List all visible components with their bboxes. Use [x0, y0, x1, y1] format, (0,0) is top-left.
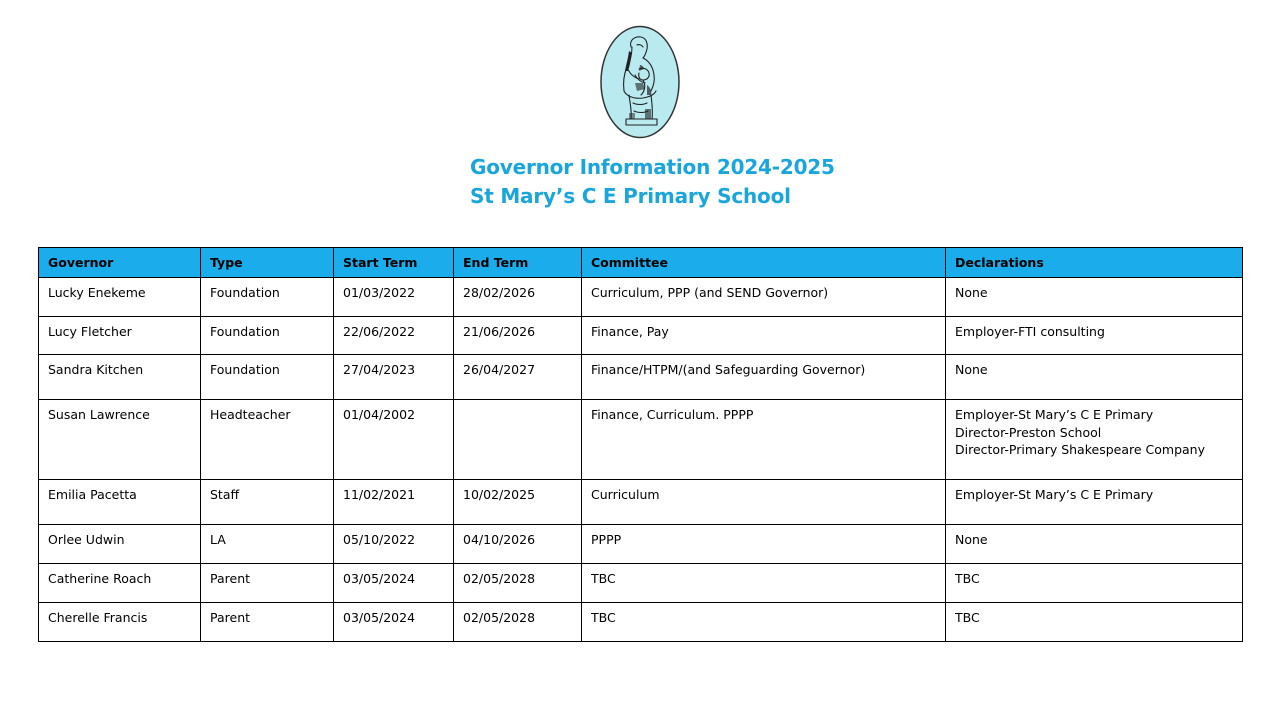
declarations — [946, 603, 1243, 642]
start-term: 22/06/2022 — [334, 317, 454, 355]
table-row — [39, 317, 1243, 355]
governor-name: Lucy Fletcher — [39, 317, 201, 355]
start-term: 01/04/2002 — [334, 400, 454, 480]
declarations — [946, 525, 1243, 564]
declaration-line: Employer-St Mary’s C E Primary — [955, 407, 1154, 422]
declarations — [946, 480, 1243, 525]
declaration-line: TBC — [955, 610, 980, 625]
governor-type: Parent — [201, 603, 334, 642]
declarations — [946, 317, 1243, 355]
end-term: 28/02/2026 — [454, 278, 582, 317]
declarations — [946, 278, 1243, 317]
committee: Curriculum, PPP (and SEND Governor) — [582, 278, 946, 317]
start-term: 03/05/2024 — [334, 603, 454, 642]
column-header-start-term: Start Term — [334, 248, 454, 278]
end-term: 04/10/2026 — [454, 525, 582, 564]
table-row — [39, 400, 1243, 480]
column-header-declarations: Declarations — [946, 248, 1243, 278]
declaration-line: Director-Preston School — [955, 424, 1102, 440]
end-term: 21/06/2026 — [454, 317, 582, 355]
governor-name: Orlee Udwin — [39, 525, 201, 564]
start-term: 11/02/2021 — [334, 480, 454, 525]
table-row — [39, 603, 1243, 642]
end-term — [454, 400, 582, 480]
declarations — [946, 564, 1243, 603]
table-row — [39, 480, 1243, 525]
declaration-line: None — [955, 532, 988, 547]
start-term: 01/03/2022 — [334, 278, 454, 317]
governor-name: Sandra Kitchen — [39, 355, 201, 400]
governor-type: Staff — [201, 480, 334, 525]
declaration-line: TBC — [955, 571, 980, 586]
governor-type: Foundation — [201, 355, 334, 400]
governor-table — [38, 247, 1243, 642]
end-term: 02/05/2028 — [454, 603, 582, 642]
madonna-and-child-seal-icon — [599, 25, 681, 139]
declaration-line: Director-Primary Shakespeare Company — [955, 442, 1205, 457]
declarations — [946, 355, 1243, 400]
declaration-line: Employer-FTI consulting — [955, 324, 1105, 339]
committee: Finance, Pay — [582, 317, 946, 355]
committee: TBC — [582, 564, 946, 603]
governor-name: Emilia Pacetta — [39, 480, 201, 525]
declaration-line: Employer-St Mary’s C E Primary — [955, 487, 1154, 502]
declaration-line: None — [955, 362, 988, 377]
title-block — [470, 153, 835, 211]
committee: Finance/HTPM/(and Safeguarding Governor) — [582, 355, 946, 400]
governor-name: Catherine Roach — [39, 564, 201, 603]
column-header-type: Type — [201, 248, 334, 278]
table-header-row — [39, 248, 1243, 278]
governor-type: Parent — [201, 564, 334, 603]
table-row — [39, 525, 1243, 564]
committee: PPPP — [582, 525, 946, 564]
declarations — [946, 400, 1243, 480]
column-header-end-term: End Term — [454, 248, 582, 278]
declaration-line: None — [955, 285, 988, 300]
governor-name: Susan Lawrence — [39, 400, 201, 480]
governor-type: LA — [201, 525, 334, 564]
table-row — [39, 564, 1243, 603]
table-row — [39, 278, 1243, 317]
start-term: 27/04/2023 — [334, 355, 454, 400]
committee: Finance, Curriculum. PPPP — [582, 400, 946, 480]
governor-name: Cherelle Francis — [39, 603, 201, 642]
start-term: 03/05/2024 — [334, 564, 454, 603]
end-term: 26/04/2027 — [454, 355, 582, 400]
governor-type: Foundation — [201, 278, 334, 317]
governor-name: Lucky Enekeme — [39, 278, 201, 317]
committee: Curriculum — [582, 480, 946, 525]
page-title: Governor Information 2024-2025 — [470, 155, 835, 179]
governor-type: Foundation — [201, 317, 334, 355]
column-header-governor: Governor — [39, 248, 201, 278]
end-term: 10/02/2025 — [454, 480, 582, 525]
end-term: 02/05/2028 — [454, 564, 582, 603]
governor-type: Headteacher — [201, 400, 334, 480]
table-row — [39, 355, 1243, 400]
committee: TBC — [582, 603, 946, 642]
start-term: 05/10/2022 — [334, 525, 454, 564]
column-header-committee: Committee — [582, 248, 946, 278]
school-name: St Mary’s C E Primary School — [470, 184, 791, 208]
